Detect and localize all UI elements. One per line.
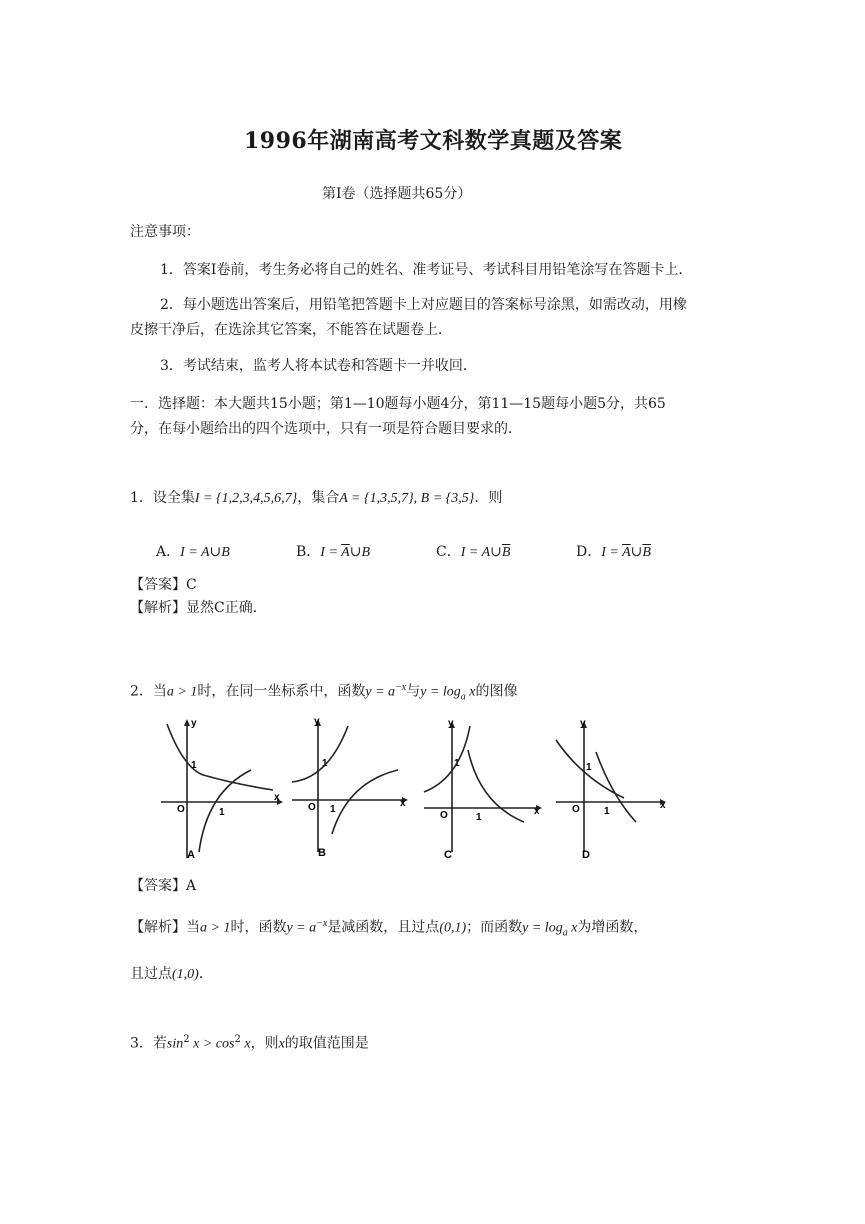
q2-analysis-line-1 — [130, 916, 647, 941]
q2-function-2-arg: x — [465, 684, 476, 700]
analysis-exponent: −x — [316, 918, 328, 929]
origin-label: O — [572, 804, 580, 815]
q2-exponent: −x — [395, 682, 407, 693]
notice-line: 2．每小题选出答案后，用铅笔把答题卡上对应题目的答案标号涂黑，如需改动，用橡 — [160, 297, 687, 313]
notice-heading: 注意事项： — [130, 224, 200, 240]
q3-exponent: 2 — [234, 1034, 241, 1045]
q3-variable: x — [278, 1036, 285, 1052]
one-label: 1 — [476, 812, 482, 823]
axis-x-label: x — [274, 792, 280, 803]
one-label: 1 — [219, 807, 225, 818]
one-label: 1 — [454, 758, 460, 769]
analysis-function-2: y = log — [522, 920, 563, 936]
origin-label: O — [440, 810, 448, 821]
analysis-log-base: a — [562, 927, 568, 939]
option-label: D． — [576, 544, 602, 560]
analysis-text: 且过点 — [130, 966, 172, 982]
q1-answer: 【答案】C — [130, 577, 197, 593]
graph-label: D — [582, 849, 590, 861]
one-label: 1 — [322, 758, 328, 769]
q1-option-b — [296, 544, 370, 561]
q2-text: 时，在同一坐标系中，函数 — [197, 683, 366, 700]
q1-analysis: 【解析】显然C正确． — [130, 600, 267, 616]
one-label: 1 — [191, 760, 197, 771]
axis-x-label: x — [534, 806, 540, 817]
option-expr: ∪ — [630, 545, 643, 560]
axis-y-label: y — [448, 718, 454, 729]
q1-option-c — [436, 544, 510, 561]
complement-b: $\overline{B}$ — [642, 545, 651, 560]
one-label: 1 — [586, 762, 592, 773]
q1-set-i: I = {1,2,3,4,5,6,7} — [194, 491, 298, 506]
q2-analysis-line-2 — [130, 966, 213, 983]
analysis-text: 是减函数，且过点 — [327, 919, 440, 936]
q3-text: ，则 — [250, 1035, 279, 1052]
question-2 — [130, 680, 518, 705]
option-expr: I = — [601, 545, 623, 560]
analysis-point-1: (0,1) — [439, 920, 467, 936]
analysis-point-2: (1,0) — [172, 967, 199, 982]
notice-line: 3．考试结束，监考人将本试卷和答题卡一并收回． — [160, 358, 477, 374]
axis-y-label: y — [314, 716, 320, 727]
origin-label: O — [177, 804, 185, 815]
q1-mid: ，集合 — [297, 490, 340, 506]
analysis-text: 【解析】当 — [130, 919, 200, 936]
q3-suffix: 的取值范围是 — [284, 1035, 369, 1052]
q3-prefix: 3．若 — [130, 1035, 167, 1052]
axis-y-label: y — [191, 718, 197, 729]
q2-function-1: y = a — [365, 684, 396, 700]
q1-set-ab: A = {1,3,5,7}, B = {3,5} — [339, 491, 475, 506]
one-label: 1 — [604, 806, 610, 817]
q2-condition: a > 1 — [166, 684, 198, 700]
page-title: 1996年湖南高考文科数学真题及答案 — [244, 128, 623, 154]
q3-expr: x > cos — [189, 1036, 235, 1052]
axis-x-label: x — [660, 800, 666, 811]
graph-label: C — [444, 849, 452, 861]
analysis-text: ． — [198, 966, 213, 982]
part1-line: 一．选择题：本大题共15小题；第1—10题每小题4分，第11—15题每小题5分，共65 — [130, 396, 666, 412]
graph-a — [155, 712, 285, 862]
option-label: A． — [156, 544, 181, 560]
complement-a: $\overline{A}$ — [341, 545, 350, 560]
notice-line: 皮擦干净后，在选涂其它答案，不能答在试题卷上． — [130, 322, 452, 338]
option-label: C． — [436, 544, 461, 560]
option-expr: I = — [320, 545, 342, 560]
graph-label: B — [318, 847, 326, 859]
q3-expr: x — [240, 1036, 251, 1052]
notice-line: 1．答案Ⅰ卷前，考生务必将自己的姓名、准考证号、考试科目用铅笔涂写在答题卡上． — [160, 262, 693, 278]
section-title: 第Ⅰ卷（选择题共65分） — [322, 186, 472, 202]
graph-d — [552, 712, 682, 862]
graph-label: A — [187, 849, 195, 861]
option-expr: ∪B — [349, 545, 371, 560]
part1-line: 分，在每小题给出的四个选项中，只有一项是符合题目要求的． — [130, 421, 522, 437]
analysis-text: 时，函数 — [230, 919, 287, 936]
q2-log-base: a — [460, 691, 466, 703]
one-label: 1 — [330, 804, 336, 815]
axis-y-label: y — [580, 718, 586, 729]
q1-prefix: 1．设全集 — [130, 490, 195, 506]
q2-text: 与 — [406, 683, 421, 700]
option-label: B． — [296, 544, 321, 560]
q2-answer: 【答案】A — [130, 878, 197, 894]
axis-x-label: x — [400, 798, 406, 809]
analysis-condition: a > 1 — [200, 920, 231, 936]
q1-option-d — [576, 544, 651, 561]
analysis-text: ；而函数 — [466, 919, 523, 936]
q2-function-2: y = log — [420, 684, 461, 700]
graph-c — [420, 712, 550, 862]
analysis-function-1: y = a — [286, 920, 317, 936]
option-expr: I = A∪ — [460, 545, 502, 560]
question-3 — [130, 1032, 369, 1053]
q2-prefix: 2．当 — [130, 683, 167, 700]
q3-sin: sin — [166, 1036, 184, 1052]
question-1 — [130, 490, 502, 507]
complement-a: $\overline{A}$ — [622, 545, 631, 560]
q1-option-a — [156, 544, 230, 561]
q2-suffix: 的图像 — [475, 683, 518, 700]
graph-b — [288, 712, 418, 862]
analysis-function-2-arg: x — [567, 920, 578, 936]
origin-label: O — [308, 802, 316, 813]
complement-b: $\overline{B}$ — [501, 545, 511, 560]
option-expr: I = A∪B — [180, 545, 230, 560]
q3-exponent: 2 — [183, 1034, 190, 1045]
analysis-text: 为增函数， — [577, 919, 648, 936]
q1-suffix: ．则 — [474, 490, 503, 506]
